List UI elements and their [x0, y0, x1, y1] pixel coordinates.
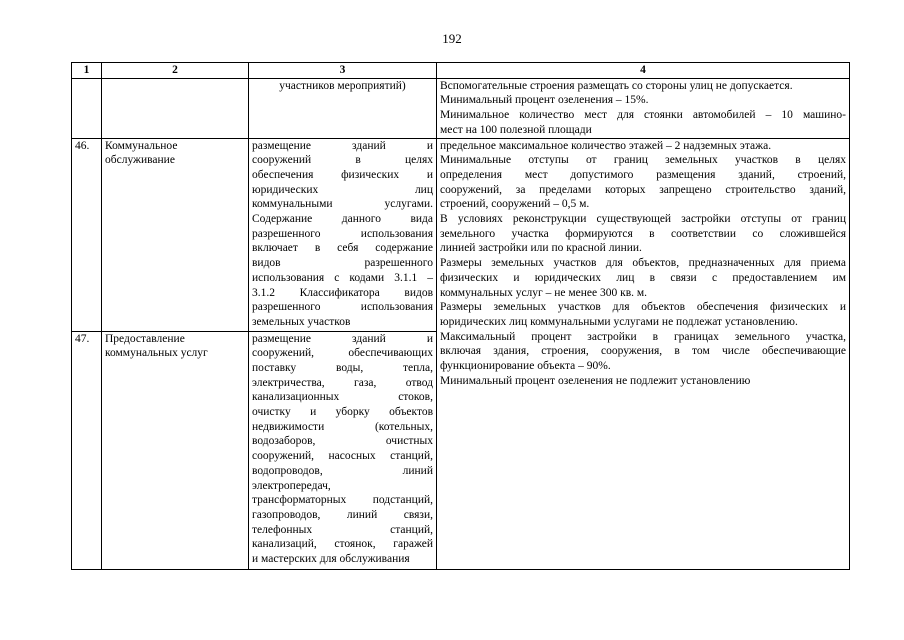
- continuation-row: [72, 78, 850, 138]
- description-line: Содержание данного вида: [252, 213, 433, 226]
- description-line: коммунальными услугами.: [252, 198, 433, 211]
- description-line: видов разрешенного: [252, 257, 433, 270]
- description-line: электропередач,: [252, 479, 331, 492]
- regulations-table: [71, 62, 850, 570]
- description-line: недвижимости (котельных,: [252, 420, 433, 433]
- parameter-line: Размеры земельных участков для объектов обеспечения физических и: [440, 301, 846, 314]
- parameter-line: мест на 100 полезной площади: [440, 123, 592, 136]
- column-header-2: 2: [102, 63, 249, 79]
- row-name-cell: [102, 331, 249, 569]
- description-line: трансформаторных подстанций,: [252, 494, 433, 507]
- description-line: газопроводов, линий связи,: [252, 508, 433, 521]
- parameter-line: Минимальное количество мест для стоянки автомобилей – 10 машино-: [440, 109, 846, 122]
- description-line: размещение зданий и: [252, 139, 433, 152]
- parameter-line: Размеры земельных участков для объектов, предназначенных для приема: [440, 257, 846, 270]
- row-name-line: Коммунальное: [105, 139, 178, 152]
- parameter-line: В условиях реконструкции существующей застройки отступы от границ: [440, 213, 846, 226]
- description-line: поставку воды, тепла,: [252, 361, 433, 374]
- description-line: сооружений, обеспечивающих: [252, 347, 433, 360]
- description-line: 3.1.2 Классификатора видов: [252, 286, 433, 299]
- parameter-line: сооружений, за пределами которых запрещено строительство зданий,: [440, 183, 846, 196]
- parameter-line: физических и юридических лиц в связи с предоставлением им: [440, 271, 846, 284]
- description-line: использования с кодами 3.1.1 –: [252, 271, 433, 284]
- row-number-cell: 46.: [72, 138, 102, 331]
- shared-parameters-cell: [437, 138, 850, 569]
- parameter-line: Минимальный процент озеленения – 15%.: [440, 94, 649, 107]
- parameter-line: Минимальный процент озеленения не подлежит установлению: [440, 374, 751, 387]
- row-name-line: обслуживание: [105, 154, 175, 167]
- parameter-line: земельного участка формируются в соответствии со сложившейся: [440, 227, 846, 240]
- description-line: водозаборов, очистных: [252, 435, 433, 448]
- row-description-cell: [249, 138, 437, 331]
- row-name-line: коммунальных услуг: [105, 347, 208, 360]
- row-name-cell: [102, 138, 249, 331]
- description-line: канализационных стоков,: [252, 391, 433, 404]
- column-header-4: 4: [437, 63, 850, 79]
- continuation-description-text: участников мероприятий): [279, 79, 406, 92]
- row-name-line: Предоставление: [105, 332, 185, 345]
- description-line: включает в себя содержание: [252, 242, 433, 255]
- description-line: сооружений в целях: [252, 154, 433, 167]
- description-line: юридических лиц: [252, 183, 433, 196]
- continuation-name-cell: [102, 78, 249, 138]
- parameter-line: Минимальные отступы от границ земельных участков в целях: [440, 154, 846, 167]
- description-line: водопроводов, линий: [252, 464, 433, 477]
- column-header-1: 1: [72, 63, 102, 79]
- description-line: разрешенного использования: [252, 227, 433, 240]
- table-header-row: [72, 63, 850, 79]
- parameter-line: Максимальный процент застройки в границах земельного участка,: [440, 330, 846, 343]
- parameter-line: Вспомогательные строения размещать со стороны улиц не допускается.: [440, 79, 793, 92]
- description-line: разрешенного использования: [252, 301, 433, 314]
- description-line: размещение зданий и: [252, 332, 433, 345]
- continuation-number-cell: [72, 78, 102, 138]
- description-line: канализаций, стоянок, гаражей: [252, 538, 433, 551]
- continuation-parameters-cell: [437, 78, 850, 138]
- row-number-cell: 47.: [72, 331, 102, 569]
- parameter-line: включая здания, строения, сооружения, в том числе обеспечивающие: [440, 345, 846, 358]
- parameter-line: коммунальных услуг – не менее 300 кв. м.: [440, 286, 648, 299]
- table-row-46: [72, 138, 850, 331]
- continuation-description-cell: [249, 78, 437, 138]
- description-line: сооружений, насосных станций,: [252, 450, 433, 463]
- page-number: 192: [442, 31, 462, 46]
- row-description-cell: [249, 331, 437, 569]
- parameter-line: определения мест допустимого размещения зданий, строений,: [440, 168, 846, 181]
- parameter-line: строений, сооружений – 0,5 м.: [440, 198, 590, 211]
- parameter-line: линией застройки или по красной линии.: [440, 242, 642, 255]
- description-line: телефонных станций,: [252, 523, 433, 536]
- description-line: электричества, газа, отвод: [252, 376, 433, 389]
- parameter-line: функционирование объекта – 90%.: [440, 360, 611, 373]
- description-line: земельных участков: [252, 315, 351, 328]
- column-header-3: 3: [249, 63, 437, 79]
- parameter-line: юридических лиц коммунальными услугами не подлежат установлению.: [440, 315, 798, 328]
- parameter-line: предельное максимальное количество этажей – 2 надземных этажа.: [440, 139, 772, 152]
- description-line: обеспечения физических и: [252, 168, 433, 181]
- description-line: и мастерских для обслуживания: [252, 553, 410, 566]
- description-line: очистку и уборку объектов: [252, 406, 433, 419]
